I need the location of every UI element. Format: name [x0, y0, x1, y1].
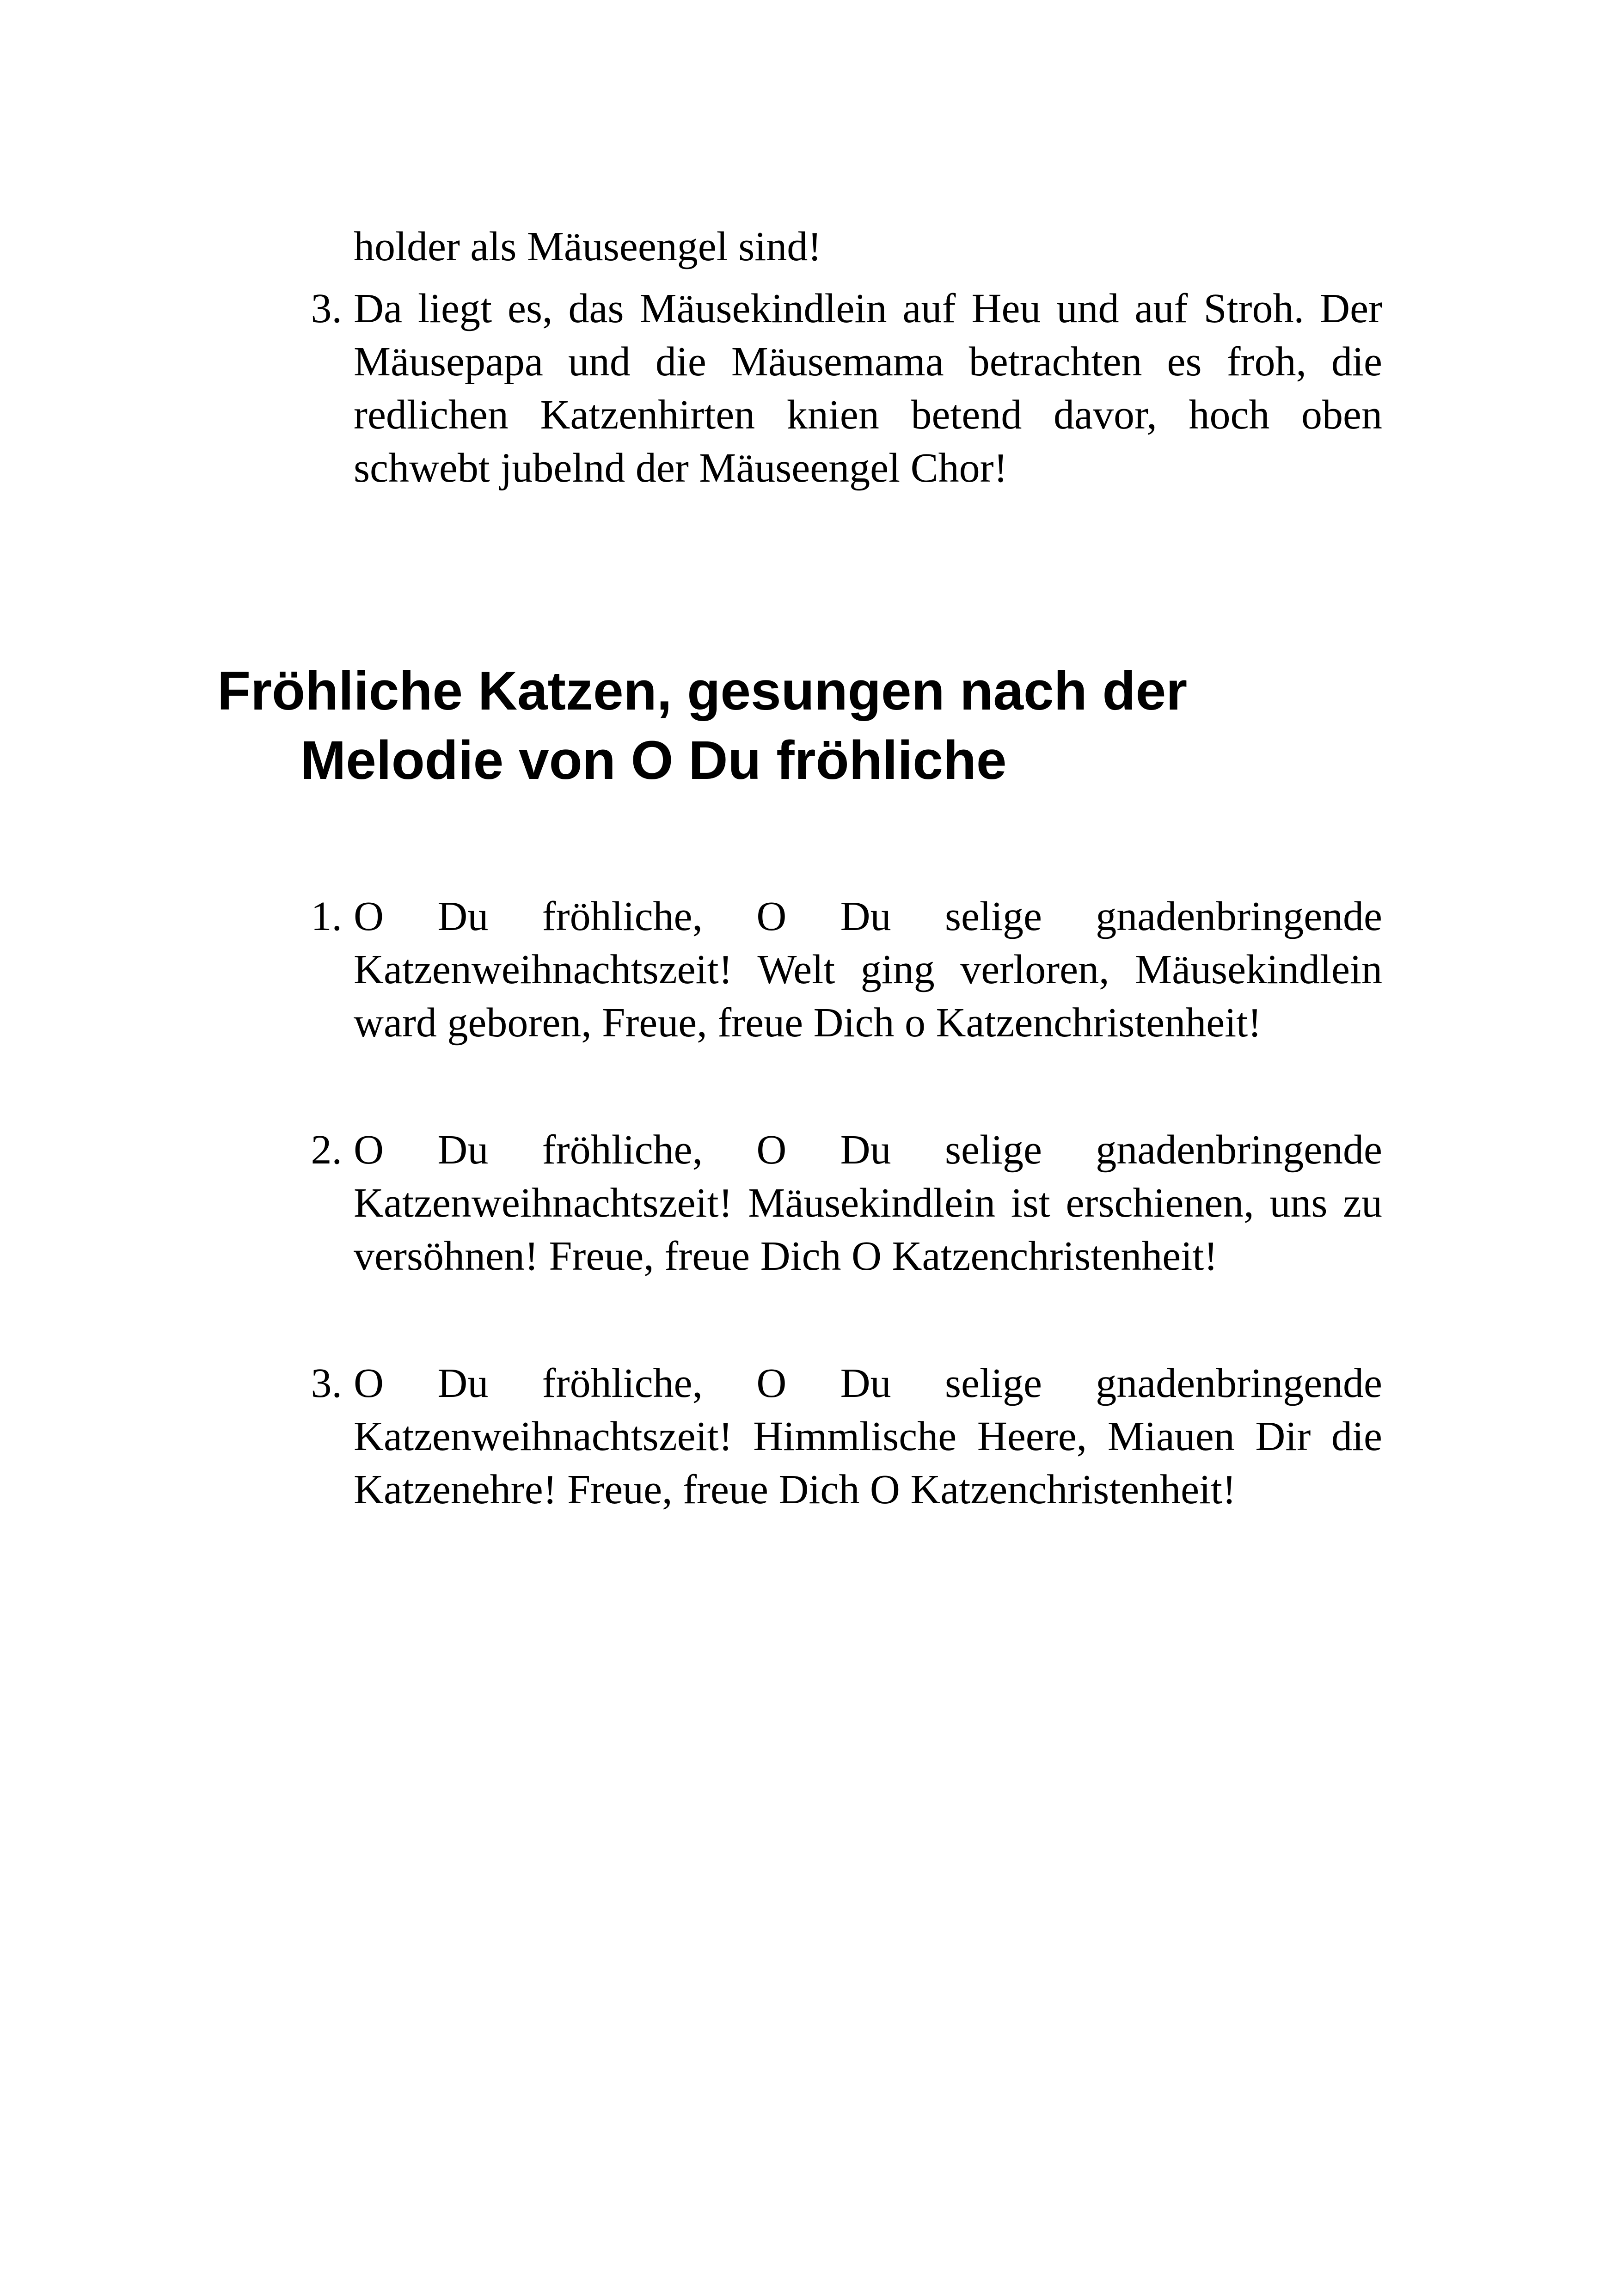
list-item [311, 890, 1382, 1049]
list-item-text: Da liegt es, das Mäusekindlein auf Heu und auf Stroh. Der Mäusepapa und die Mäusemama betrachten es froh, die redlichen Katzenhirten knien betend davor, hoch oben schwebt jubelnd der Mäuseengel Chor! [354, 286, 1382, 491]
list-item-text: O Du fröhliche, O Du selige gnadenbringende Katzenweihnachtszeit! Mäusekindlein ist erschienen, uns zu versöhnen! Freue, freue Dich O Katzenchristenheit! [354, 1127, 1382, 1279]
section-heading [217, 656, 1465, 795]
list-item-number: 3. [311, 286, 342, 331]
list-item-number: 1. [311, 894, 342, 939]
list-item [311, 1123, 1382, 1283]
list-item-text: O Du fröhliche, O Du selige gnadenbringende Katzenweihnachtszeit! Himmlische Heere, Miauen Dir die Katzenehre! Freue, freue Dich O Katzenchristenheit! [354, 1360, 1382, 1512]
list-item-number: 2. [311, 1127, 342, 1173]
continuation-text: holder als Mäuseengel sind! [354, 224, 822, 269]
list-item-number: 3. [311, 1360, 342, 1406]
list-item [311, 1357, 1382, 1516]
heading-line-2: Melodie von O Du fröhliche [300, 730, 1007, 791]
list-item-text: O Du fröhliche, O Du selige gnadenbringende Katzenweihnachtszeit! Welt ging verloren, Mäusekindlein ward geboren, Freue, freue Dich o Katzenchristenheit! [354, 894, 1382, 1046]
heading-line-1: Fröhliche Katzen, gesungen nach der [217, 661, 1188, 722]
list-item [311, 282, 1382, 495]
continuation-line [354, 220, 1382, 273]
